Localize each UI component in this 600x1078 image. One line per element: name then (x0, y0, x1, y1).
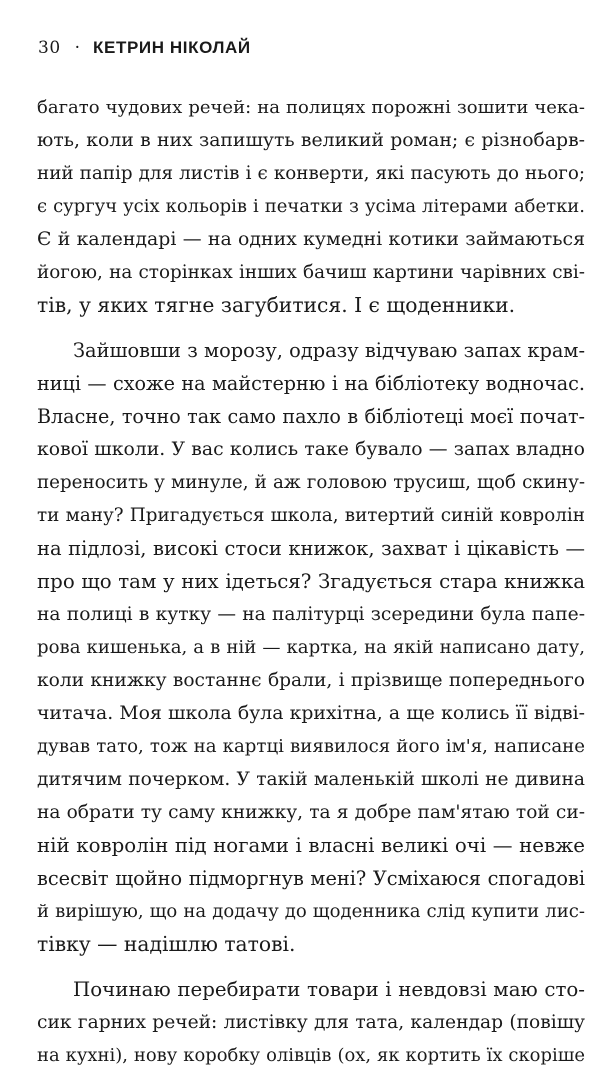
page-body (37, 91, 585, 1072)
page-number: 30 (38, 38, 61, 58)
text-line: кової школи. У вас колись таке бувало — запах владно (37, 439, 585, 460)
text-line: Починаю перебирати товари і невдовзі маю сто- (73, 978, 585, 1001)
text-line: на полиці в кутку — на палітурці зсередини була папе- (37, 604, 585, 625)
text-line: Зайшовши з морозу, одразу відчуваю запах крам- (73, 339, 585, 362)
text-line: ній ковролін під ногами і власні великі очі — невже (37, 834, 585, 857)
text-line: й вирішую, що на додачу до щоденника слід купити лис- (37, 901, 585, 922)
text-line: ють, коли в них запишуть великий роман; є різнобарв- (37, 130, 585, 151)
text-line: багато чудових речей: на полицях порожні зошити чека- (37, 97, 585, 118)
text-line: тівку — надішлю татові. (37, 932, 296, 956)
header-separator: · (74, 38, 81, 58)
text-line: є сургуч усіх кольорів і печатки з усіма літерами абетки. (37, 196, 585, 217)
text-line: Є й календарі — на одних кумедні котики займаються (37, 228, 585, 250)
text-line: читача. Моя школа була крихітна, а ще колись її відві- (37, 703, 585, 724)
paragraph (37, 91, 585, 322)
paragraph (37, 334, 585, 961)
text-line: дитячим почерком. У такій маленькій школі не дивина (37, 769, 585, 790)
author-name: КЕТРИН НІКОЛАЙ (93, 38, 251, 57)
paragraph (37, 973, 585, 1072)
text-line: на кухні), нову коробку олівців (ох, як кортить їх скоріше (37, 1045, 585, 1066)
paragraph-gap (37, 961, 585, 973)
text-line: всесвіт щойно підморгнув мені? Усміхаюся спогадові (37, 867, 585, 890)
text-line: ти ману? Пригадується школа, витертий синій ковролін (37, 505, 585, 526)
text-line: тів, у яких тягне загубитися. І є щоденники. (37, 293, 516, 317)
text-line: Власне, точно так само пахло в бібліотеці моєї почат- (37, 405, 585, 428)
text-line: йогою, на сторінках інших бачиш картини чарівних сві- (37, 262, 585, 283)
running-header (38, 38, 251, 62)
text-line: на обрати ту саму книжку, та я добре пам'ятаю той си- (37, 802, 585, 823)
text-line: сик гарних речей: листівку для тата, календар (повішу (37, 1012, 585, 1033)
text-line: переносить у минуле, й аж головою трусиш, щоб скину- (37, 472, 585, 493)
text-line: дував тато, тож на картці виявилося його ім'я, написане (37, 736, 585, 757)
text-line: про що там у них ідеться? Згадується стара книжка (37, 570, 585, 593)
paragraph-gap (37, 322, 585, 334)
text-line: на підлозі, високі стоси книжок, захват і цікавість — (37, 537, 585, 560)
text-line: ниці — схоже на майстерню і на бібліотеку водночас. (37, 372, 585, 395)
text-line: рова кишенька, а в ній — картка, на якій написано дату, (37, 637, 585, 658)
text-line: ний папір для листів і є конверти, які пасують до нього; (37, 163, 585, 184)
text-line: коли книжку востаннє брали, і прізвище попереднього (37, 670, 585, 691)
